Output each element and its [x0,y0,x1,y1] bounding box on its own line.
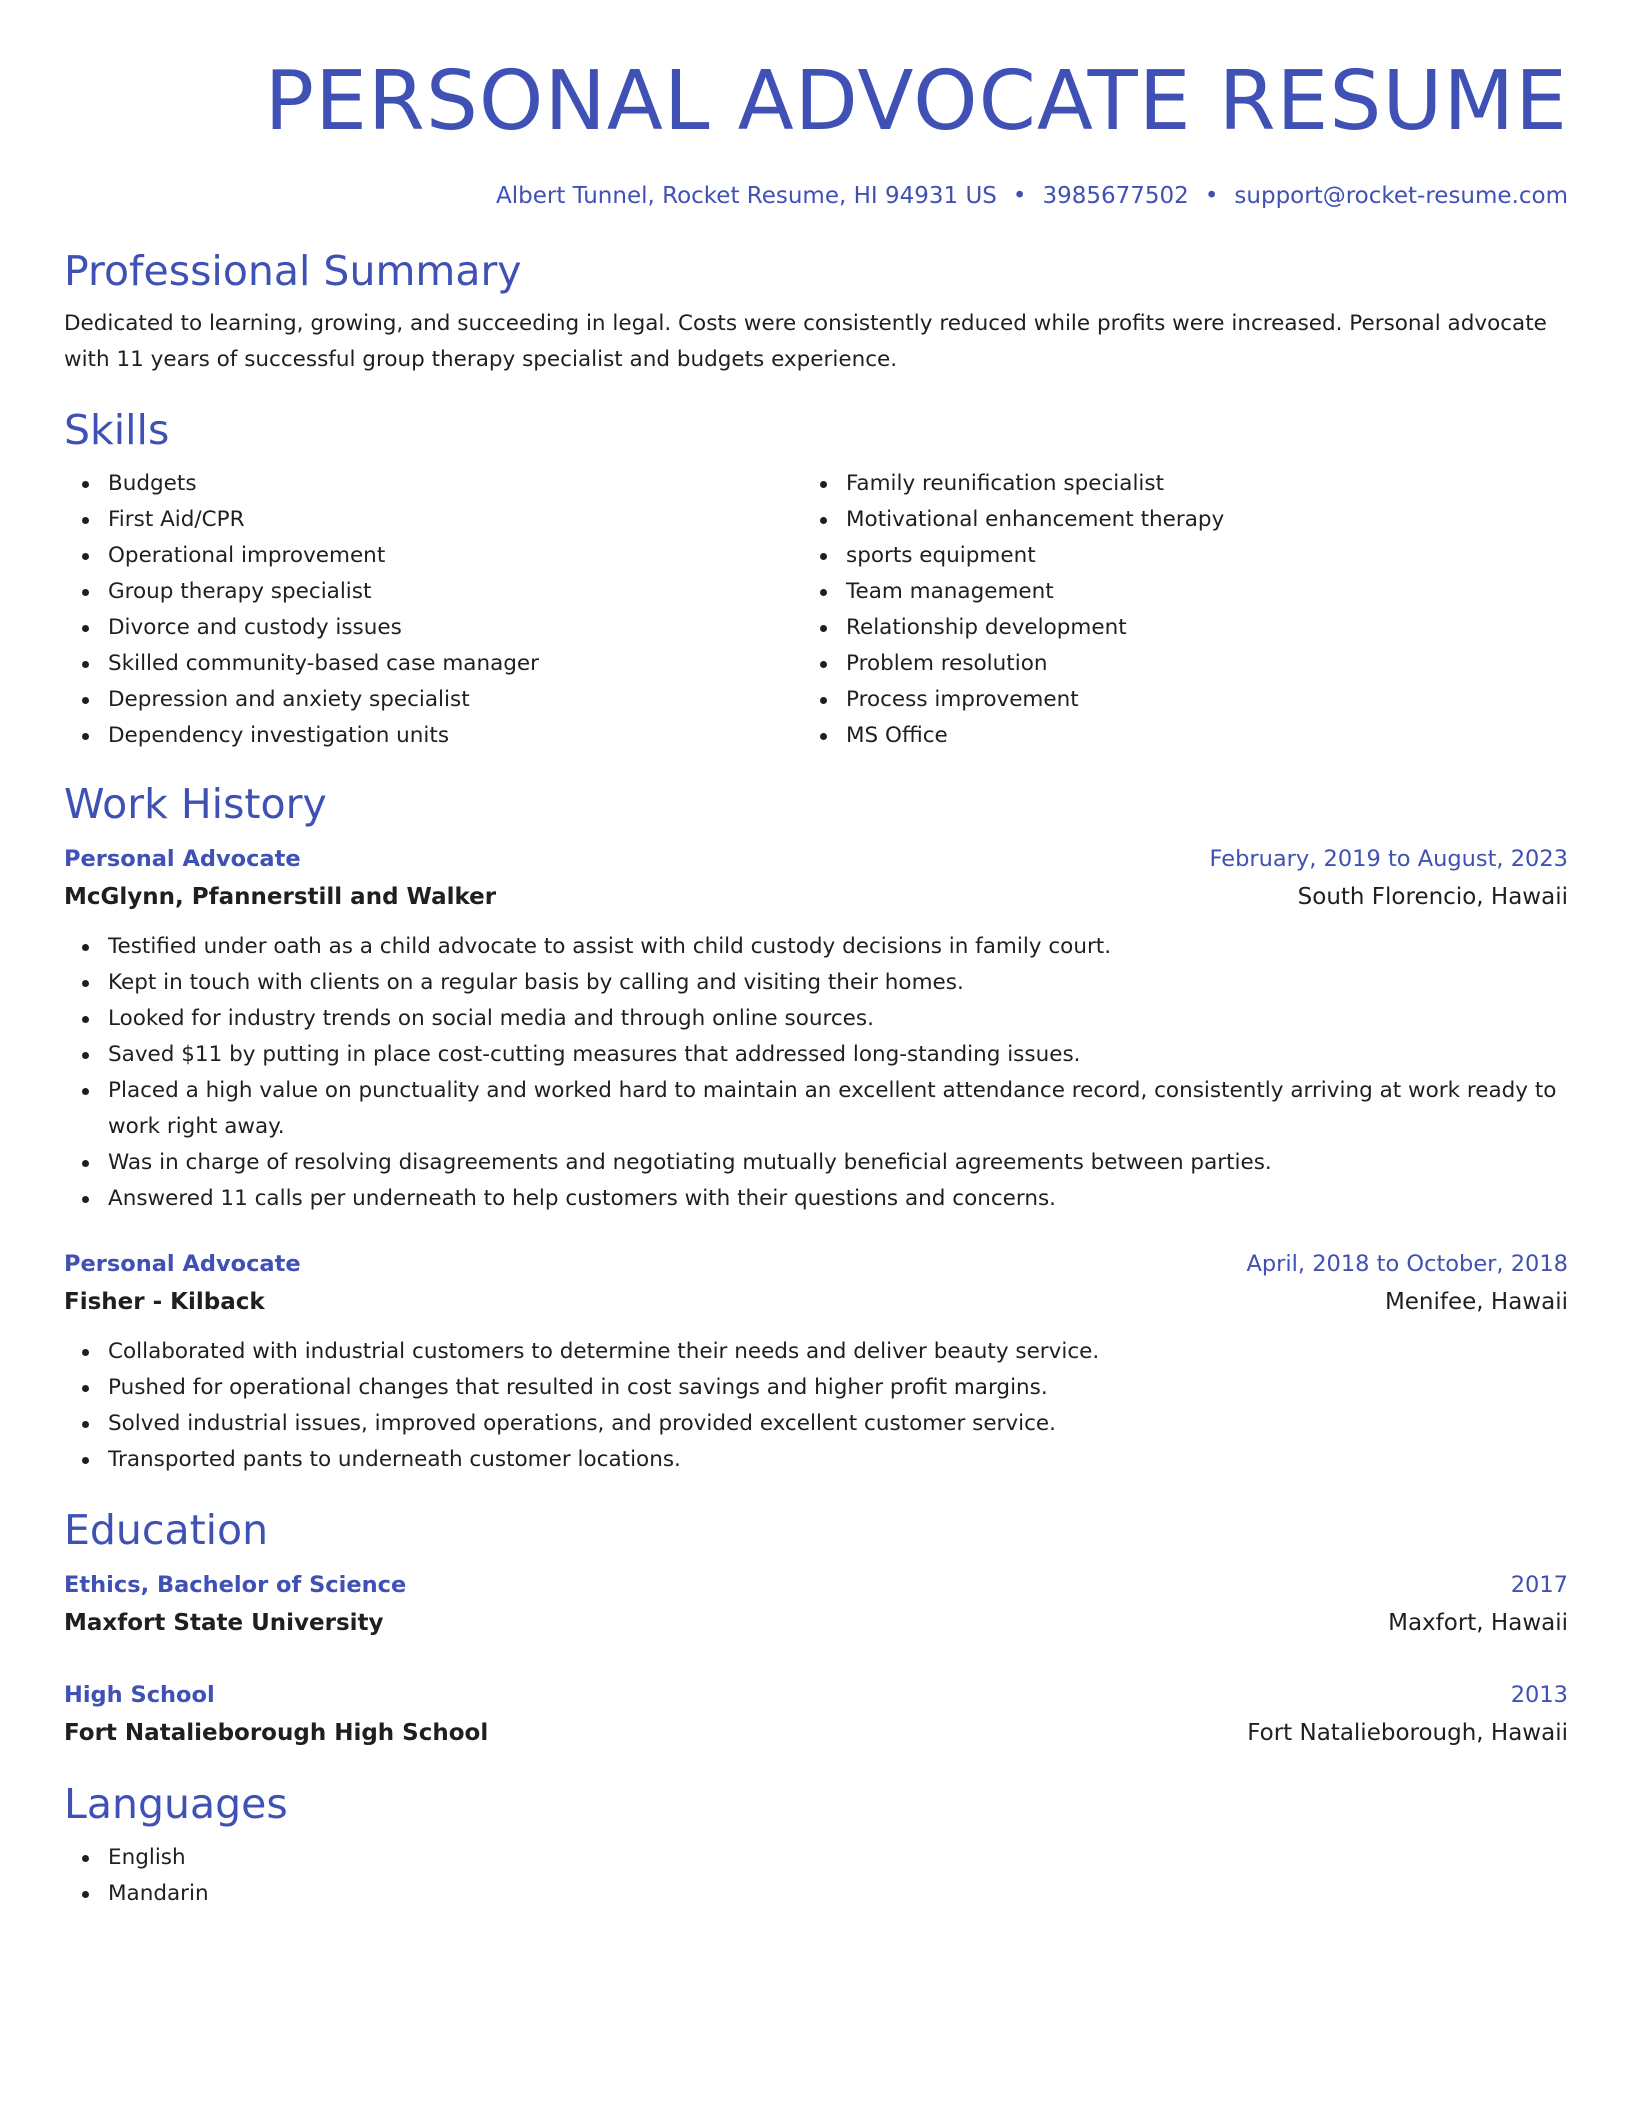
skill-item: Relationship development [846,610,1540,646]
skill-item: Team management [846,574,1540,610]
contact-email: support@rocket-resume.com [1234,183,1568,209]
duty-item: Kept in touch with clients on a regular basis by calling and visiting their homes. [108,965,1568,1001]
skills-heading: Skills [64,406,170,454]
contact-address: Albert Tunnel, Rocket Resume, HI 94931 US [496,183,997,209]
job-duties [64,929,1568,1217]
contact-phone: 3985677502 [1042,183,1189,209]
duty-item: Placed a high value on punctuality and worked hard to maintain an excellent attendance record, consistently arriving at work ready to work right away. [108,1073,1568,1145]
company-name: Fisher - Kilback [64,1289,265,1315]
skills-list [64,466,1568,754]
skill-item: First Aid/CPR [108,502,802,538]
skill-item: Family reunification specialist [846,466,1540,502]
education-entry [64,1566,1568,1642]
skill-item: Depression and anxiety specialist [108,682,802,718]
skills-column-right [802,466,1540,754]
duty-item: Solved industrial issues, improved operations, and provided excellent customer service. [108,1406,1568,1442]
school-name: Fort Natalieborough High School [64,1720,489,1746]
languages-heading: Languages [64,1780,288,1828]
duty-item: Saved $11 by putting in place cost-cutting measures that addressed long-standing issues. [108,1037,1568,1073]
skill-item: Process improvement [846,682,1540,718]
education-entry [64,1676,1568,1752]
skill-item: Skilled community-based case manager [108,646,802,682]
graduation-year: 2013 [1510,1682,1568,1708]
skill-item: Dependency investigation units [108,718,802,754]
separator-dot: • [1204,183,1219,209]
separator-dot: • [1012,183,1027,209]
skill-item: Group therapy specialist [108,574,802,610]
duty-item: Pushed for operational changes that resulted in cost savings and higher profit margins. [108,1370,1568,1406]
work-history-heading: Work History [64,780,327,828]
job-dates: February, 2019 to August, 2023 [1209,846,1568,872]
degree: High School [64,1682,215,1708]
skill-item: MS Office [846,718,1540,754]
company-name: McGlynn, Pfannerstill and Walker [64,884,497,910]
graduation-year: 2017 [1510,1572,1568,1598]
skill-item: Budgets [108,466,802,502]
duty-item: Answered 11 calls per underneath to help customers with their questions and concerns. [108,1181,1568,1217]
skill-item: Divorce and custody issues [108,610,802,646]
skill-item: Operational improvement [108,538,802,574]
school-name: Maxfort State University [64,1610,384,1636]
summary-text: Dedicated to learning, growing, and succeeding in legal. Costs were consistently reduced while profits were increased. Personal advocate with 11 years of successful group therapy specialist and budgets experience. [64,311,1547,372]
language-item: Mandarin [108,1876,1568,1912]
skills-column-left [64,466,802,754]
contact-line [64,180,1568,212]
job-dates: April, 2018 to October, 2018 [1246,1251,1568,1277]
skill-item: Motivational enhancement therapy [846,502,1540,538]
duty-item: Looked for industry trends on social media and through online sources. [108,1001,1568,1037]
skill-item: sports equipment [846,538,1540,574]
job-location: Menifee, Hawaii [1384,1289,1568,1315]
resume-title: PERSONAL ADVOCATE RESUME [264,54,1568,149]
job-entry [64,840,1568,1217]
job-duties [64,1334,1568,1478]
job-title: Personal Advocate [64,846,301,872]
duty-item: Transported pants to underneath customer locations. [108,1442,1568,1478]
degree: Ethics, Bachelor of Science [64,1572,407,1598]
school-location: Fort Natalieborough, Hawaii [1247,1720,1568,1746]
languages-list [64,1840,1568,1912]
summary-heading: Professional Summary [64,247,522,295]
job-title: Personal Advocate [64,1251,301,1277]
duty-item: Testified under oath as a child advocate to assist with child custody decisions in family court. [108,929,1568,965]
duty-item: Was in charge of resolving disagreements and negotiating mutually beneficial agreements between parties. [108,1145,1568,1181]
job-entry [64,1245,1568,1478]
language-item: English [108,1840,1568,1876]
duty-item: Collaborated with industrial customers to determine their needs and deliver beauty service. [108,1334,1568,1370]
education-heading: Education [64,1506,269,1554]
skill-item: Problem resolution [846,646,1540,682]
job-location: South Florencio, Hawaii [1297,884,1568,910]
school-location: Maxfort, Hawaii [1388,1610,1568,1636]
